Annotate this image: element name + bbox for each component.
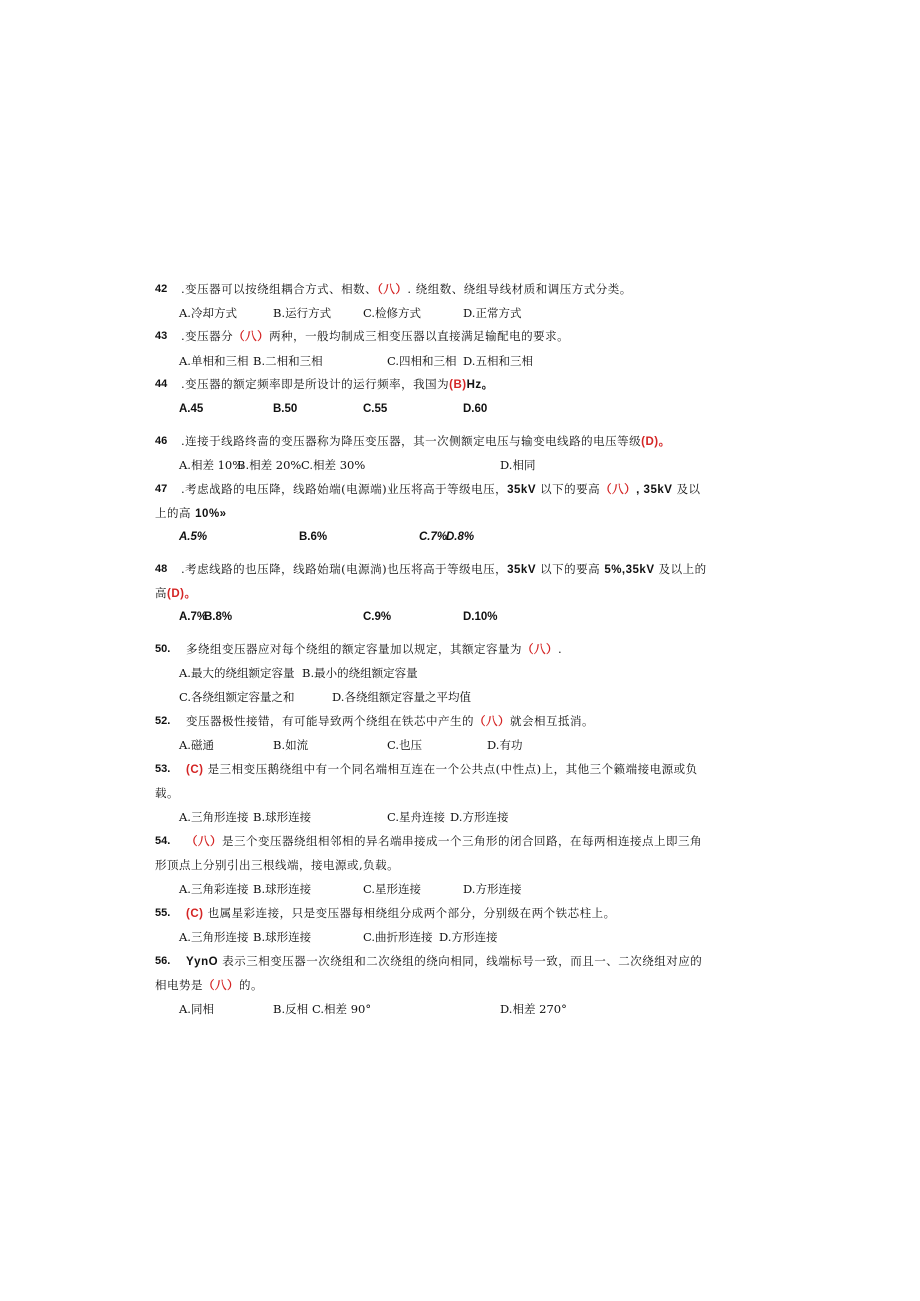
option-d: D.10% (463, 611, 498, 623)
question-number: 47 (155, 483, 168, 495)
option-b: B.50 (273, 403, 298, 415)
option-d: D.方形连接 (463, 882, 522, 896)
question-number: 44 (155, 378, 168, 390)
question-text: 两种，一般均制成三相变压器以直接满足输配电的要求。 (269, 329, 570, 343)
option-b: B.球形连接 (253, 810, 312, 824)
question-text: Hz。 (466, 379, 494, 391)
question-number: 43 (155, 330, 168, 342)
document-page: 42 .变压器可以按绕组耦合方式、相数、（八）. 绕组数、绕组导线材质和调压方式分类。 A.冷却方式 B.运行方式 C.检修方式 D.正常方式 43 .变压器分（八）两种，一般均制成三相变压器以直接满足输配电的要求。 A.单相和三相 B.二相和三相 C.四相和三相 D.五相和三相 44 .变压器的额定频率即是所设计的运行频率，我国为(B)Hz。 A.45 B.50 C.55 D.60 46 .连接于线路终啬的变压器称为降压变压器，其一次侧额定电压与输变电线路的电压等级(D)。 A.相差 10% B.相差 20% C.相差 30% D.相同 47 .考虑战路的电压降，线路始端(电源端)业压将高于等级电压，35kV 以下的要高（八）, 35kV 及以 上的高 10%» A.5% B.6% C.7% D.8% 48 .考虑线路的也压降，线路始瑞(电源淌)也压将高于等级电压，35kV 以下的要高 5%,35kV 及以上的 高(D)。 A.7% B.8% C.9% D.10% 50. 多绕组变压器应对每个绕组的额定容量加以规定，其额定容量为（八）. A.最大的绕组额定容量 B.最小的绕组额定容量 C.各绕组额定容量之和 D.各绕组额定容量之平均值 52. 变压器极性接错，有可能导致两个绕组在铁芯中产生的（八）就会相互抵消。 A.磁通 B.如流 C.也压 D.有功 53. (C) 是三相变压鹅绕组中有一个同名端相互连在一个公共点(中性点)上，其他三个籁端接电源或负 载。 A.三角形连接 B.球形连接 C.星舟连接 D.方形连接 54. （八）是三个变压器绕组相邻相的异名端串接成一个三角形的闭合回路，在每两相连接点上即三角 形顶点上分别引出三根线端，接电源或,负载。 A.三角彩连接 B.球形连接 C.星形连接 D.方形连接 55. (C) 也属星彩连接，只是变压器每相绕组分成两个部分，分别级在两个铁芯柱上。 A.三角形连接 B.球形连接 C.曲折形连接 D.方形连接 56. YynO 表示三相变压器一次绕组和二次绕组的绕向相同，线端标号一致，而且一、二次绕组对应的 相电势是（八）的。 A.同相 B.反相 C.相差 90° D.相差 270° (155, 282, 707, 1016)
option-a: A.冷却方式 (179, 306, 237, 320)
option-a: A.单相和三相 (179, 354, 249, 368)
option-c: C.曲折形连接 (363, 930, 433, 944)
option-d: D.相差 270° (500, 1002, 567, 1016)
question-text: . 绕组数、绕组导线材质和调压方式分类。 (407, 282, 632, 296)
answer-mark: (C) (186, 764, 204, 776)
question-text: 变压器极性接错，有可能导致两个绕组在铁芯中产生的 (186, 714, 474, 728)
question-number: 56. (155, 955, 171, 967)
option-b: B.反相 (273, 1002, 309, 1016)
option-a: A.5% (179, 531, 208, 543)
option-b: B.6% (299, 531, 328, 543)
option-c: C.星形连接 (363, 882, 422, 896)
answer-mark: （八） (474, 716, 510, 728)
option-d: D.五相和三相 (463, 354, 533, 368)
option-b: B.二相和三相 (253, 354, 323, 368)
option-b: B.8% (204, 611, 233, 623)
option-a: A.三角形连接 (179, 810, 249, 824)
question-text: 是三个变压器绕组相邻相的异名端串接成一个三角形的闭合回路，在每两相连接点上即三角 (222, 834, 702, 848)
question-text: .变压器的额定频率即是所设计的运行频率，我国为 (181, 377, 450, 391)
question-text: .考虑线路的也压降，线路始瑞(电源淌)也压将高于等级电压， (181, 562, 508, 576)
option-c: C.相差 30% (301, 458, 366, 472)
option-a: A.最大的绕组额定容量 (179, 666, 295, 680)
option-b: B.相差 20% (237, 458, 302, 472)
option-c: C.55 (363, 403, 388, 415)
option-a: A.45 (179, 403, 204, 415)
option-b: B.球形连接 (253, 930, 312, 944)
option-b: B.球形连接 (253, 882, 312, 896)
option-c: C.9% (363, 611, 392, 623)
question-text: 表示三相变压器一次绕组和二次绕组的绕向相同，线端标号一致，而且一、二次绕组对应的 (222, 954, 703, 968)
option-b: B.运行方式 (273, 306, 332, 320)
question-number: 54. (155, 835, 171, 847)
option-c: C.四相和三相 (387, 354, 457, 368)
answer-mark: （八） (233, 331, 270, 343)
option-a: A.同相 (179, 1002, 214, 1016)
question-number: 55. (155, 907, 171, 919)
option-d: D.60 (463, 403, 488, 415)
question-text: .连接于线路终啬的变压器称为降压变压器，其一次侧额定电压与输变电线路的电压等级 (181, 434, 642, 448)
answer-mark: (C) (186, 908, 204, 920)
option-c: C.相差 90° (312, 1002, 372, 1016)
option-d: D.正常方式 (463, 306, 522, 320)
answer-mark: （八） (186, 836, 222, 848)
option-a: A.磁通 (179, 738, 214, 752)
option-c: C.各绕组额定容量之和 (179, 690, 295, 704)
option-a: A.相差 10% (179, 458, 244, 472)
question-number: 46 (155, 435, 168, 447)
question-number: 50. (155, 643, 171, 655)
question-text: .变压器分 (181, 329, 234, 343)
option-a: A.三角彩连接 (179, 882, 249, 896)
option-b: B.最小的绕组额定容量 (302, 666, 418, 680)
option-d: D.8% (446, 531, 475, 543)
answer-mark: （八） (203, 980, 239, 992)
option-d: D.各绕组额定容量之平均值 (332, 690, 471, 704)
option-d: D.相同 (500, 458, 536, 472)
answer-mark: (B) (449, 379, 467, 391)
question-number: 53. (155, 763, 171, 775)
question-number: 52. (155, 715, 171, 727)
question-text: 是三相变压鹅绕组中有一个同名端相互连在一个公共点(中性点)上，其他三个籁端接电源或负 (207, 762, 698, 776)
answer-mark: （八） (600, 484, 637, 496)
option-a: A.7% (179, 611, 208, 623)
question-text: .变压器可以按绕组耦合方式、相数、 (181, 282, 378, 296)
answer-mark: (D)。 (167, 588, 197, 600)
option-c: C.检修方式 (363, 306, 422, 320)
option-c: C.也压 (387, 738, 423, 752)
option-c: C.星舟连接 (387, 810, 446, 824)
question-number: 42 (155, 283, 168, 295)
option-c: C.7% (419, 531, 448, 543)
question-text: 多绕组变压器应对每个绕组的额定容量加以规定，其额定容量为 (186, 642, 522, 656)
question-text: .考虑战路的电压降，线路始端(电源端)业压将高于等级电压， (181, 482, 508, 496)
answer-mark: （八） (377, 284, 408, 296)
option-d: D.方形连接 (450, 810, 509, 824)
option-d: D.有功 (487, 738, 523, 752)
answer-mark: （八） (522, 644, 558, 656)
answer-mark: (D)。 (641, 436, 671, 448)
option-d: D.方形连接 (439, 930, 498, 944)
question-number: 48 (155, 563, 168, 575)
question-text: 也属星彩连接，只是变压器每相绕组分成两个部分，分别级在两个铁芯柱上。 (207, 906, 616, 920)
option-b: B.如流 (273, 738, 309, 752)
option-a: A.三角形连接 (179, 930, 249, 944)
